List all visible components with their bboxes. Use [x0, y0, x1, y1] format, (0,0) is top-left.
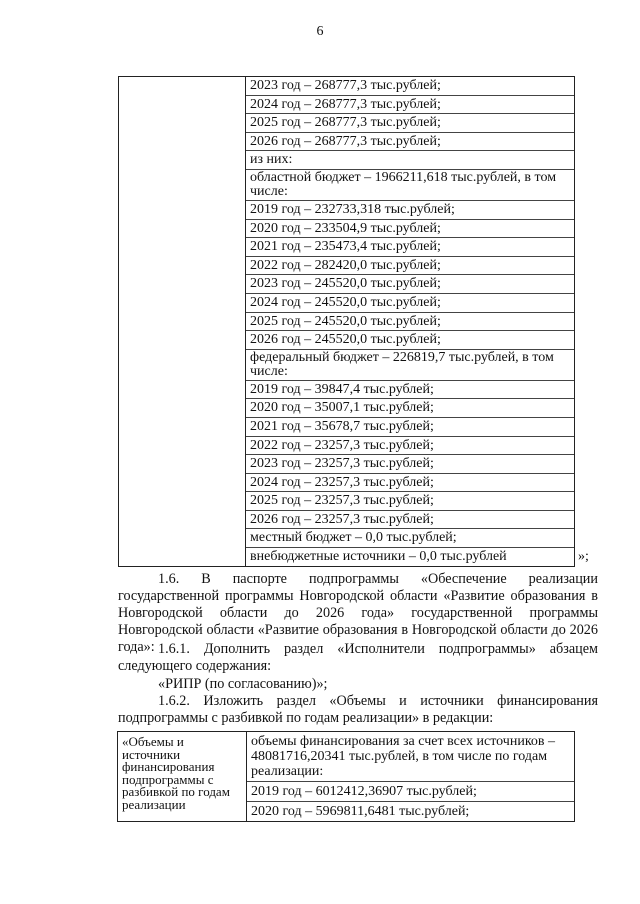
- funding-table-new: [117, 731, 575, 822]
- table-line: 2026 год – 245520,0 тыс.рублей;: [246, 331, 574, 350]
- table-line: 2026 год – 23257,3 тыс.рублей;: [246, 511, 574, 530]
- paragraph-1-6: 1.6. В паспорте подпрограммы «Обеспечение реализации государственной программы Новгородской области «Развитие образования в Новгородской области до 2026 года» государственной программы Новгородской области «Развитие образования в Новгородской области до 2026 года»:: [118, 571, 598, 655]
- table-line: 2024 год – 23257,3 тыс.рублей;: [246, 474, 574, 493]
- table-left-cell: [119, 77, 246, 567]
- table-right-cell: [246, 77, 575, 567]
- paragraph-1-6-1: 1.6.1. Дополнить раздел «Исполнители подпрограммы» абзацем следующего содержания:: [118, 641, 598, 674]
- table-line: 2025 год – 268777,3 тыс.рублей;: [246, 114, 574, 133]
- table-line: 2021 год – 235473,4 тыс.рублей;: [246, 238, 574, 257]
- table-line: 2026 год – 268777,3 тыс.рублей;: [246, 133, 574, 152]
- table-line: 2020 год – 233504,9 тыс.рублей;: [246, 220, 574, 239]
- funding-table-continued: [118, 76, 575, 567]
- table-line: местный бюджет – 0,0 тыс.рублей;: [246, 529, 574, 548]
- table-line: 2024 год – 245520,0 тыс.рублей;: [246, 294, 574, 313]
- paragraph-ripr: «РИПР (по согласованию)»;: [158, 676, 328, 692]
- closing-quote: »;: [578, 549, 589, 564]
- table-line: 2020 год – 35007,1 тыс.рублей;: [246, 399, 574, 418]
- section-label: «Объемы и источники финансирования подпрограммы с разбивкой по годам реализации: [118, 732, 247, 822]
- table-line: из них:: [246, 151, 574, 170]
- paragraph-1-6-2: 1.6.2. Изложить раздел «Объемы и источники финансирования подпрограммы с разбивкой по годам реализации» в редакции:: [118, 693, 598, 726]
- table-line: 2020 год – 5969811,6481 тыс.рублей;: [251, 804, 470, 819]
- table-line: 2023 год – 23257,3 тыс.рублей;: [246, 455, 574, 474]
- section-values: [247, 732, 575, 822]
- table-line: 2019 год – 232733,318 тыс.рублей;: [246, 201, 574, 220]
- table-line: 2025 год – 23257,3 тыс.рублей;: [246, 492, 574, 511]
- table-line: 2019 год – 6012412,36907 тыс.рублей;: [247, 782, 574, 802]
- table-line: 2022 год – 282420,0 тыс.рублей;: [246, 257, 574, 276]
- table-line: 2025 год – 245520,0 тыс.рублей;: [246, 313, 574, 332]
- table-line: 2019 год – 39847,4 тыс.рублей;: [246, 381, 574, 400]
- table-line: 2024 год – 268777,3 тыс.рублей;: [246, 96, 574, 115]
- table-line: областной бюджет – 1966211,618 тыс.рублей, в том числе:: [246, 170, 574, 201]
- page-number: 6: [316, 24, 324, 39]
- table-line: 2023 год – 245520,0 тыс.рублей;: [246, 275, 574, 294]
- table-line: 2021 год – 35678,7 тыс.рублей;: [246, 418, 574, 437]
- table-line: внебюджетные источники – 0,0 тыс.рублей: [250, 549, 507, 565]
- table-line: федеральный бюджет – 226819,7 тыс.рублей, в том числе:: [246, 350, 574, 381]
- table-line: 2023 год – 268777,3 тыс.рублей;: [246, 77, 574, 96]
- table-line: 2022 год – 23257,3 тыс.рублей;: [246, 437, 574, 456]
- table-line: объемы финансирования за счет всех источников – 48081716,20341 тыс.рублей, в том числе по годам реализации:: [247, 732, 574, 782]
